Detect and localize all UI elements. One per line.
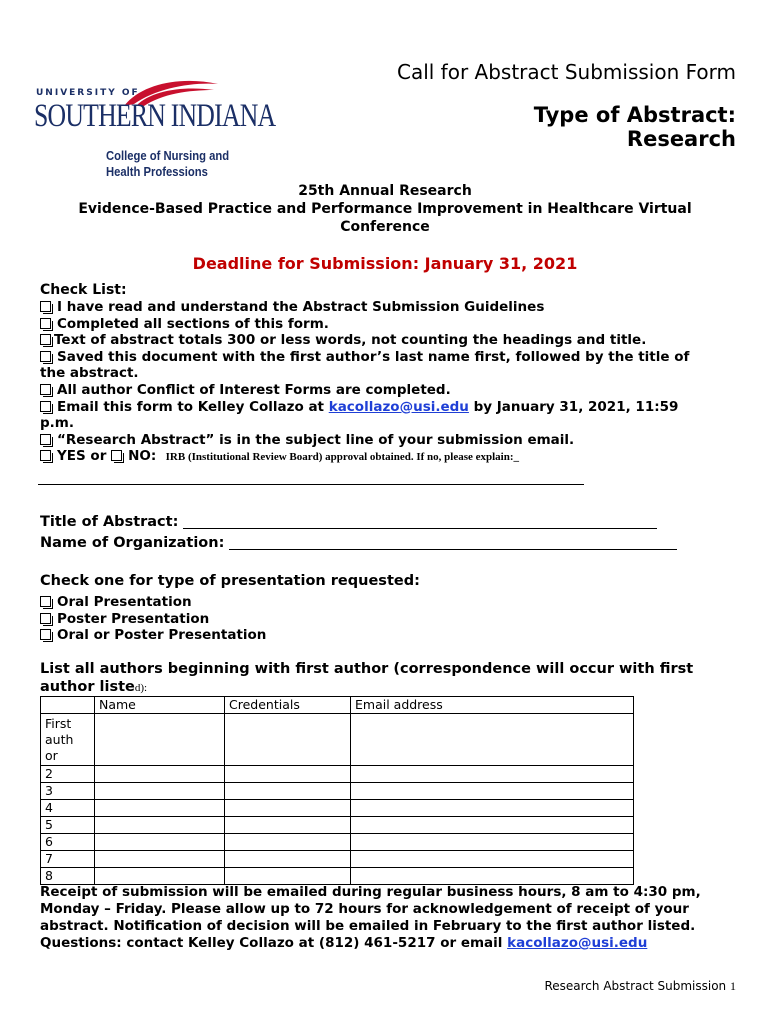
author-credentials-cell[interactable]: [225, 834, 351, 851]
author-email-cell[interactable]: [351, 714, 634, 766]
deadline: Deadline for Submission: January 31, 2021: [192, 254, 578, 273]
row-label: 7: [41, 851, 95, 868]
column-header-email: Email address: [351, 697, 634, 714]
row-label: 8: [41, 868, 95, 885]
column-header-credentials: Credentials: [225, 697, 351, 714]
author-email-cell[interactable]: [351, 868, 634, 885]
row-label: 2: [41, 766, 95, 783]
checkbox-icon[interactable]: [40, 351, 51, 362]
abstract-type-label: Type of Abstract:: [533, 103, 736, 127]
presentation-option-oral[interactable]: Oral Presentation: [40, 594, 266, 611]
conference-title: [0, 182, 770, 236]
checklist-item[interactable]: Completed all sections of this form.: [40, 316, 740, 333]
author-name-cell[interactable]: [95, 783, 225, 800]
checkbox-icon[interactable]: [40, 629, 51, 640]
author-name-cell[interactable]: [95, 766, 225, 783]
receipt-notice: Receipt of submission will be emailed during regular business hours, 8 am to 4:30 pm, Monday – Friday. Please allow up to 72 hours for acknowledgement of receipt of your abstract. Notification of decision will be emailed in February to the first author listed. Questions: contact Kelley Collazo at (812) 461-5217 or email kacollazo@usi.edu: [40, 884, 701, 951]
logo-university-of: UNIVERSITY OF: [36, 88, 140, 98]
conference-line2: Evidence-Based Practice and Performance Improvement in Healthcare Virtual: [78, 201, 692, 217]
table-row: [41, 817, 634, 834]
no-checkbox-icon[interactable]: [111, 450, 122, 461]
author-email-cell[interactable]: [351, 851, 634, 868]
logo-southern-indiana: SOUTHERN INDIANA: [34, 98, 276, 134]
author-credentials-cell[interactable]: [225, 783, 351, 800]
row-label-first-author: First auth or: [41, 714, 95, 766]
org-label: Name of Organization:: [40, 535, 225, 551]
title-field: [40, 514, 657, 531]
checklist-item[interactable]: Email this form to Kelley Collazo at kacollazo@usi.edu by January 31, 2021, 11:59: [40, 399, 740, 416]
org-input[interactable]: [229, 535, 677, 550]
checkbox-icon[interactable]: [40, 434, 51, 445]
authors-heading: List all authors beginning with first author (correspondence will occur with first author listed):: [40, 661, 694, 695]
logo-college-line1: College of Nursing and: [106, 149, 230, 163]
author-email-cell[interactable]: [351, 834, 634, 851]
checklist-item-continued: p.m.: [40, 415, 74, 432]
title-label: Title of Abstract:: [40, 514, 179, 530]
author-email-cell[interactable]: [351, 783, 634, 800]
table-row: [41, 834, 634, 851]
author-email-cell[interactable]: [351, 800, 634, 817]
org-field: [40, 535, 677, 552]
presentation-option-either[interactable]: Oral or Poster Presentation: [40, 627, 266, 644]
table-row: [41, 714, 634, 766]
row-label: 3: [41, 783, 95, 800]
presentation-option-poster[interactable]: Poster Presentation: [40, 611, 266, 628]
author-name-cell[interactable]: [95, 834, 225, 851]
abstract-type-value: Research: [626, 127, 736, 151]
contact-email-link[interactable]: kacollazo@usi.edu: [507, 935, 648, 951]
author-credentials-cell[interactable]: [225, 714, 351, 766]
checklist-item[interactable]: I have read and understand the Abstract Submission Guidelines: [40, 299, 740, 316]
table-row: [41, 766, 634, 783]
email-link[interactable]: kacollazo@usi.edu: [328, 398, 469, 415]
author-email-cell[interactable]: [351, 817, 634, 834]
author-name-cell[interactable]: [95, 714, 225, 766]
page-footer: [544, 979, 736, 994]
checkbox-icon[interactable]: [40, 613, 51, 624]
irb-explain-line[interactable]: [38, 484, 584, 485]
checklist-item-continued: the abstract.: [40, 365, 139, 382]
checklist-item[interactable]: Text of abstract totals 300 or less words, not counting the headings and title.: [40, 332, 740, 349]
checklist-item[interactable]: Saved this document with the first author’s last name first, followed by the title of: [40, 349, 740, 366]
table-row: [41, 800, 634, 817]
abstract-type: [534, 103, 736, 151]
usi-logo: [34, 78, 274, 180]
conference-line3: Conference: [340, 219, 430, 235]
author-credentials-cell[interactable]: [225, 851, 351, 868]
title-input[interactable]: [183, 514, 657, 529]
author-credentials-cell[interactable]: [225, 766, 351, 783]
checklist-item[interactable]: All author Conflict of Interest Forms are completed.: [40, 382, 740, 399]
checklist-heading: Check List:: [40, 282, 127, 298]
presentation-options: [40, 594, 266, 644]
page-number: 1: [730, 979, 736, 993]
logo-college-line2: Health Professions: [106, 165, 208, 179]
footer-label: Research Abstract Submission: [544, 979, 727, 993]
author-name-cell[interactable]: [95, 868, 225, 885]
checkbox-icon[interactable]: [40, 401, 51, 412]
table-row: [41, 783, 634, 800]
checkbox-icon[interactable]: [40, 301, 51, 312]
row-label: 4: [41, 800, 95, 817]
column-header-name: Name: [95, 697, 225, 714]
irb-row: YES or NO: IRB (Institutional Review Board) approval obtained. If no, please explain:_: [40, 448, 740, 466]
checkbox-icon[interactable]: [40, 334, 51, 345]
checklist-item[interactable]: “Research Abstract” is in the subject line of your submission email.: [40, 432, 740, 449]
presentation-heading: Check one for type of presentation requested:: [40, 573, 420, 589]
table-header-row: [41, 697, 634, 714]
authors-table: [40, 696, 634, 885]
author-name-cell[interactable]: [95, 800, 225, 817]
checkbox-icon[interactable]: [40, 596, 51, 607]
row-label: 6: [41, 834, 95, 851]
form-title: Call for Abstract Submission Form: [396, 60, 736, 84]
yes-checkbox-icon[interactable]: [40, 450, 51, 461]
checklist: [40, 299, 740, 466]
author-credentials-cell[interactable]: [225, 868, 351, 885]
table-row: [41, 868, 634, 885]
author-name-cell[interactable]: [95, 817, 225, 834]
author-name-cell[interactable]: [95, 851, 225, 868]
checkbox-icon[interactable]: [40, 318, 51, 329]
author-credentials-cell[interactable]: [225, 800, 351, 817]
row-label: 5: [41, 817, 95, 834]
irb-text: IRB (Institutional Review Board) approval obtained. If no, please explain:_: [165, 451, 520, 464]
logo-college: [106, 148, 229, 180]
checkbox-icon[interactable]: [40, 384, 51, 395]
conference-line1: 25th Annual Research: [298, 183, 472, 199]
table-row: [41, 851, 634, 868]
author-credentials-cell[interactable]: [225, 817, 351, 834]
author-email-cell[interactable]: [351, 766, 634, 783]
